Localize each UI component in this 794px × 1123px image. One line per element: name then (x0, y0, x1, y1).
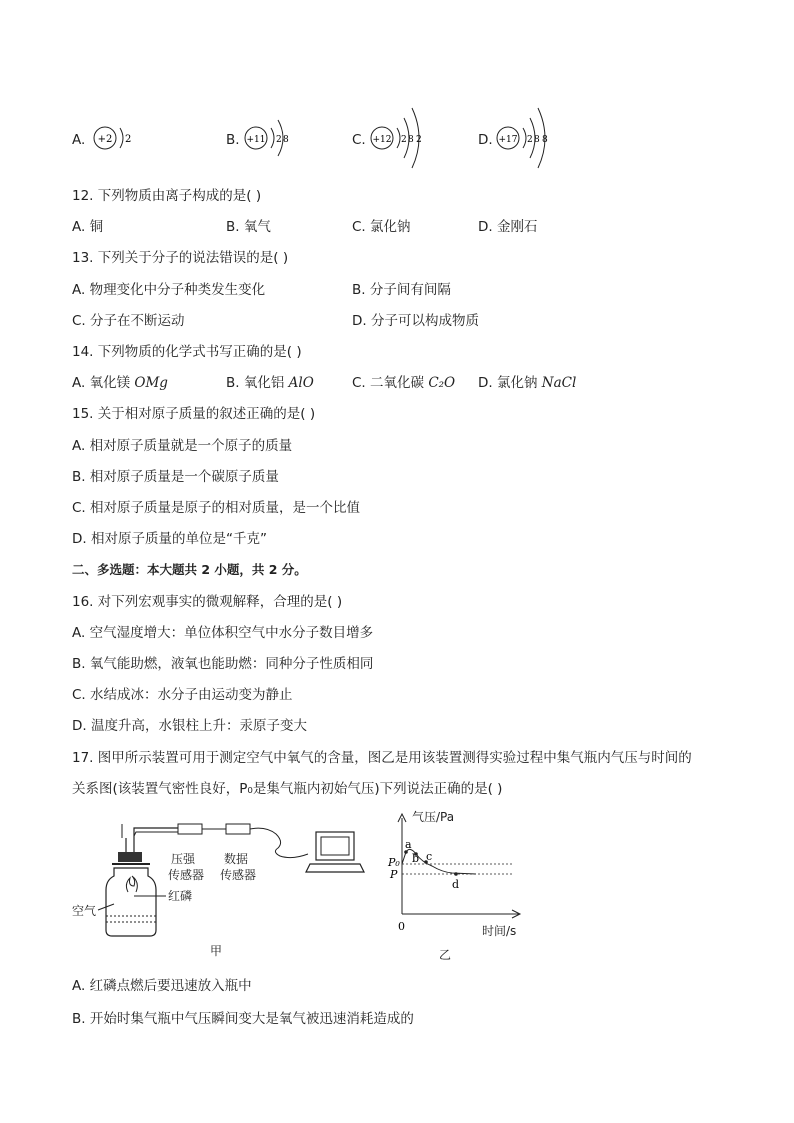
point-b-label: b (412, 852, 420, 865)
q11-b-shell-2: 8 (283, 135, 289, 145)
label-pressure: 压强 (171, 852, 196, 866)
q11-d-nucleus: +17 (498, 135, 518, 145)
gas-bottle (106, 868, 156, 936)
x-axis-label: 时间/s (482, 924, 517, 938)
q16-option-a[interactable]: A. 空气湿度增大：单位体积空气中水分子数目增多 (72, 625, 374, 641)
q11-a-shell-1: 2 (125, 134, 132, 145)
q11-b-nucleus: +11 (246, 135, 266, 145)
q16-option-c[interactable]: C. 水结成冰：水分子由运动变为静止 (72, 687, 293, 703)
q11-option-c-letter: C. (352, 132, 366, 148)
point-c-label: c (426, 850, 433, 863)
pressure-sensor-box (178, 824, 202, 834)
q14-option-a-formula: OMg (134, 375, 168, 391)
keyboard-icon (306, 864, 364, 872)
label-data-sensor: 传感器 (220, 868, 257, 882)
q11-c-shell-1: 2 (401, 135, 407, 145)
q11-a-nucleus: +2 (97, 134, 113, 145)
point-d (454, 872, 458, 876)
q11-option-d-letter: D. (478, 132, 493, 148)
q11-c-shell-2: 8 (408, 135, 414, 145)
q14-option-a[interactable] (72, 374, 168, 392)
label-red-phosphorus: 红磷 (168, 889, 193, 903)
q14-option-d[interactable] (478, 374, 576, 392)
q17-stem-line2: 关系图(该装置气密性良好，P₀是集气瓶内初始气压)下列说法正确的是( ) (72, 781, 503, 797)
q11-option-c-diagram (368, 100, 438, 176)
q15-stem: 15. 关于相对原子质量的叙述正确的是( ) (72, 406, 316, 422)
point-d-label: d (452, 878, 460, 891)
q11-option-a-letter: A. (72, 132, 86, 148)
q11-d-shell-2: 8 (534, 135, 540, 145)
point-a-label: a (405, 838, 412, 851)
q14-option-c-formula: C₂O (428, 375, 456, 391)
q14-option-b-label: B. 氧化铝 (226, 375, 285, 391)
q11-c-nucleus: +12 (372, 135, 392, 145)
y-axis-label: 气压/Pa (412, 810, 455, 824)
q13-option-c[interactable]: C. 分子在不断运动 (72, 313, 185, 329)
q11-d-shell-3: 8 (542, 135, 548, 145)
data-sensor-box (226, 824, 250, 834)
flame-icon (126, 876, 137, 892)
q12-option-c[interactable]: C. 氯化钠 (352, 219, 411, 235)
q11-option-b-letter: B. (226, 132, 240, 148)
q17-option-b[interactable]: B. 开始时集气瓶中气压瞬间变大是氧气被迅速消耗造成的 (72, 1011, 414, 1027)
q17-stem-line1: 17. 图甲所示装置可用于测定空气中氧气的含量，图乙是用该装置测得实验过程中集气瓶内气压与时间的 (72, 750, 692, 766)
q15-option-a[interactable]: A. 相对原子质量就是一个原子的质量 (72, 438, 293, 454)
q14-option-d-label: D. 氯化钠 (478, 375, 538, 391)
label-pressure-sensor: 传感器 (168, 868, 205, 882)
section-title-multiple-choice: 二、多选题：本大题共 2 小题，共 2 分。 (72, 562, 307, 577)
q16-stem: 16. 对下列宏观事实的微观解释，合理的是( ) (72, 594, 343, 610)
q14-option-d-formula: NaCl (541, 375, 577, 391)
p-label: P (390, 868, 398, 881)
label-air: 空气 (72, 904, 97, 918)
q14-option-b-formula: AlO (288, 375, 314, 391)
q12-stem: 12. 下列物质由离子构成的是( ) (72, 188, 262, 204)
p0-label: P₀ (388, 856, 400, 869)
cable (250, 828, 308, 857)
computer-monitor-icon (316, 832, 354, 860)
q15-option-c[interactable]: C. 相对原子质量是原子的相对质量，是一个比值 (72, 500, 361, 516)
q15-option-b[interactable]: B. 相对原子质量是一个碳原子质量 (72, 469, 279, 485)
q12-option-b[interactable]: B. 氧气 (226, 219, 271, 235)
q13-option-b[interactable]: B. 分子间有间隔 (352, 282, 451, 298)
figure-jia-apparatus (70, 818, 370, 958)
q16-option-d[interactable]: D. 温度升高，水银柱上升：汞原子变大 (72, 718, 307, 734)
q14-option-b[interactable] (226, 374, 314, 392)
bottle-stopper (118, 852, 142, 862)
q12-option-a[interactable]: A. 铜 (72, 219, 104, 235)
q11-option-d-diagram (494, 100, 564, 176)
q14-option-c[interactable] (352, 374, 455, 392)
q14-option-a-label: A. 氧化镁 (72, 375, 131, 391)
figure-yi-graph (380, 808, 530, 933)
q13-option-d[interactable]: D. 分子可以构成物质 (352, 313, 479, 329)
q13-option-a[interactable]: A. 物理变化中分子种类发生变化 (72, 282, 266, 298)
q15-option-d[interactable]: D. 相对原子质量的单位是“千克” (72, 531, 267, 547)
q11-option-a-diagram (90, 118, 150, 158)
q11-d-shell-1: 2 (527, 135, 533, 145)
q17-option-a[interactable]: A. 红磷点燃后要迅速放入瓶中 (72, 978, 252, 994)
q11-c-shell-3: 2 (416, 135, 422, 145)
origin-label: 0 (398, 920, 405, 933)
q16-option-b[interactable]: B. 氧气能助燃，液氧也能助燃：同种分子性质相同 (72, 656, 374, 672)
caption-jia: 甲 (210, 944, 223, 958)
q14-stem: 14. 下列物质的化学式书写正确的是( ) (72, 344, 302, 360)
q12-option-d[interactable]: D. 金刚石 (478, 219, 538, 235)
q11-option-b-diagram (242, 108, 312, 168)
label-data: 数据 (224, 852, 249, 866)
q13-stem: 13. 下列关于分子的说法错误的是( ) (72, 250, 289, 266)
q14-option-c-label: C. 二氧化碳 (352, 375, 425, 391)
caption-yi: 乙 (439, 948, 452, 962)
q11-b-shell-1: 2 (276, 135, 282, 145)
